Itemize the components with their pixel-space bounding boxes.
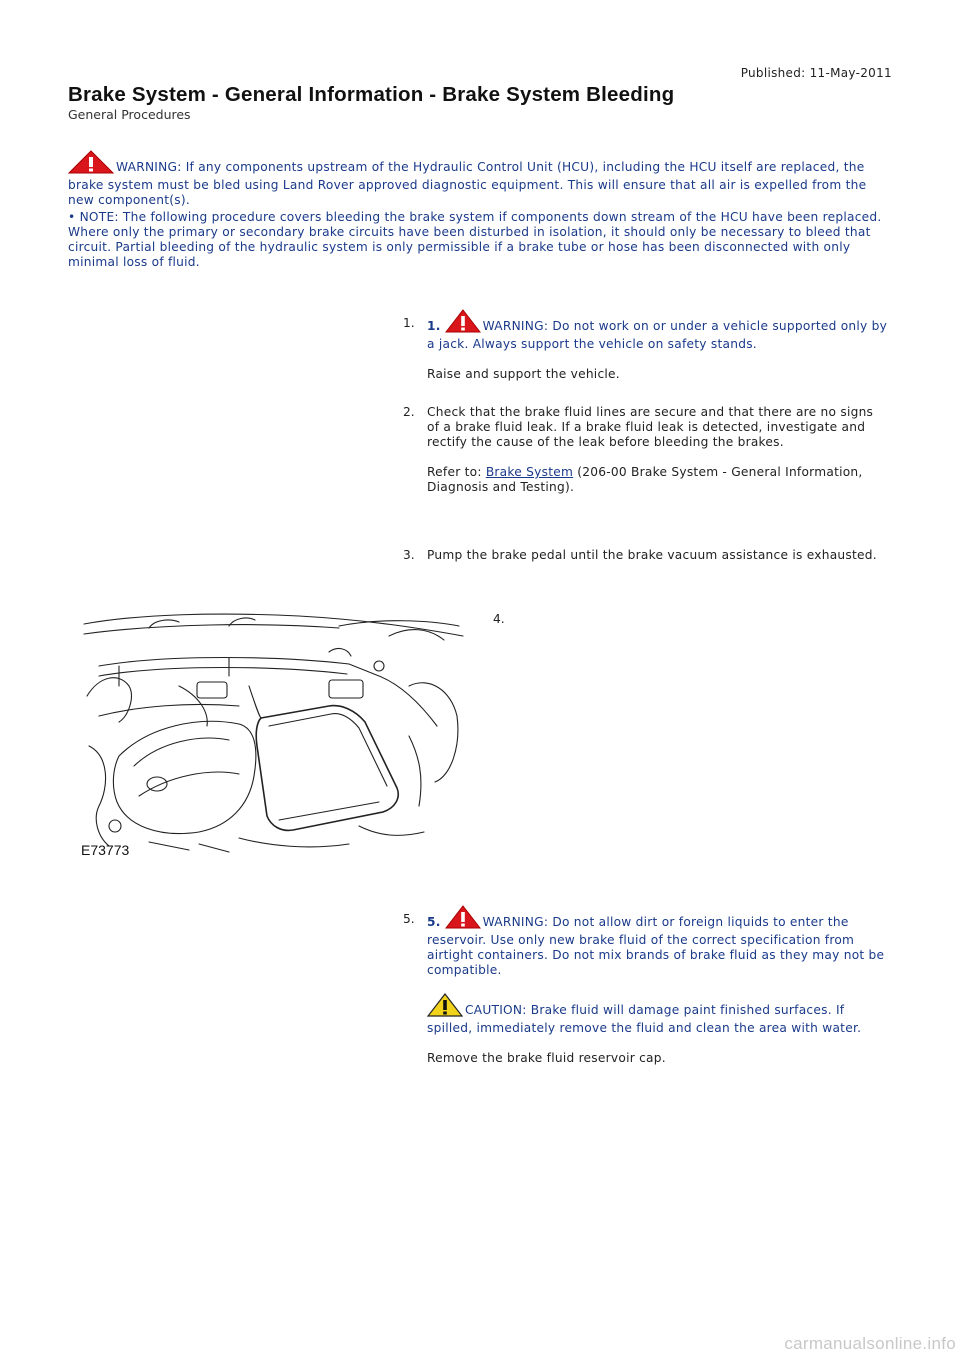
engine-bay-illustration — [79, 606, 466, 858]
page-subtitle: General Procedures — [68, 107, 191, 122]
step-2-refer-suffix: (206-00 Brake System - General Information, Diagnosis and Testing). — [427, 465, 863, 494]
step-1-bold-number: 1. — [427, 319, 441, 333]
step-3 — [427, 548, 889, 563]
step-1-text: Raise and support the vehicle. — [427, 367, 620, 381]
step-5 — [427, 905, 889, 1066]
step-2 — [427, 405, 889, 495]
step-2-text: Check that the brake fluid lines are secure and that there are no signs of a brake fluid leak. If a brake fluid leak is detected, investigate and rectify the cause of the leak before bleeding the brakes. — [427, 405, 874, 449]
step-number-3: 3. — [403, 548, 415, 562]
step-3-text: Pump the brake pedal until the brake vacuum assistance is exhausted. — [427, 548, 877, 562]
caution-icon — [427, 993, 463, 1021]
intro-warning-text: WARNING: If any components upstream of the Hydraulic Control Unit (HCU), including the HCU itself are replaced, the brake system must be bled using Land Rover approved diagnostic equipment. This will ensure that all air is expelled from the new component(s). — [68, 160, 867, 207]
brake-system-link[interactable]: Brake System — [485, 465, 574, 479]
step-1-warning-text: WARNING: Do not work on or under a vehicle supported only by a jack. Always support the vehicle on safety stands. — [427, 319, 888, 351]
warning-icon — [68, 150, 114, 178]
step-2-refer-prefix: Refer to: — [427, 465, 486, 479]
engine-bay-figure — [79, 606, 466, 858]
step-5-bold-number: 5. — [427, 915, 441, 929]
step-number-4: 4. — [493, 612, 505, 626]
step-number-5: 5. — [403, 912, 415, 926]
intro-note: • NOTE: The following procedure covers bleeding the brake system if components down stream of the HCU have been replaced. Where only the primary or secondary brake circuits have been disturbed in isolation, it should only be necessary to bleed that circuit. Partial bleeding of the hydraulic system is only permissible if a brake tube or hose has been disconnected with only minimal loss of fluid. — [68, 210, 882, 269]
step-number-2: 2. — [403, 405, 415, 419]
page-title: Brake System - General Information - Brake System Bleeding — [68, 83, 675, 106]
figure-label: E73773 — [81, 842, 130, 858]
watermark: carmanualsonline.info — [784, 1334, 956, 1353]
step-5-caution-text: CAUTION: Brake fluid will damage paint finished surfaces. If spilled, immediately remove the fluid and clean the area with water. — [427, 1003, 862, 1035]
warning-icon — [445, 905, 481, 933]
intro-warning — [68, 150, 894, 208]
step-5-warning-text: WARNING: Do not allow dirt or foreign liquids to enter the reservoir. Use only new brake fluid of the correct specification from airtight containers. Do not mix brands of brake fluid as they may not be compatible. — [427, 915, 885, 977]
warning-icon — [445, 309, 481, 337]
step-number-1: 1. — [403, 316, 415, 330]
published-date: Published: 11-May-2011 — [740, 66, 892, 80]
step-5-text: Remove the brake fluid reservoir cap. — [427, 1051, 666, 1065]
step-1 — [427, 309, 889, 382]
